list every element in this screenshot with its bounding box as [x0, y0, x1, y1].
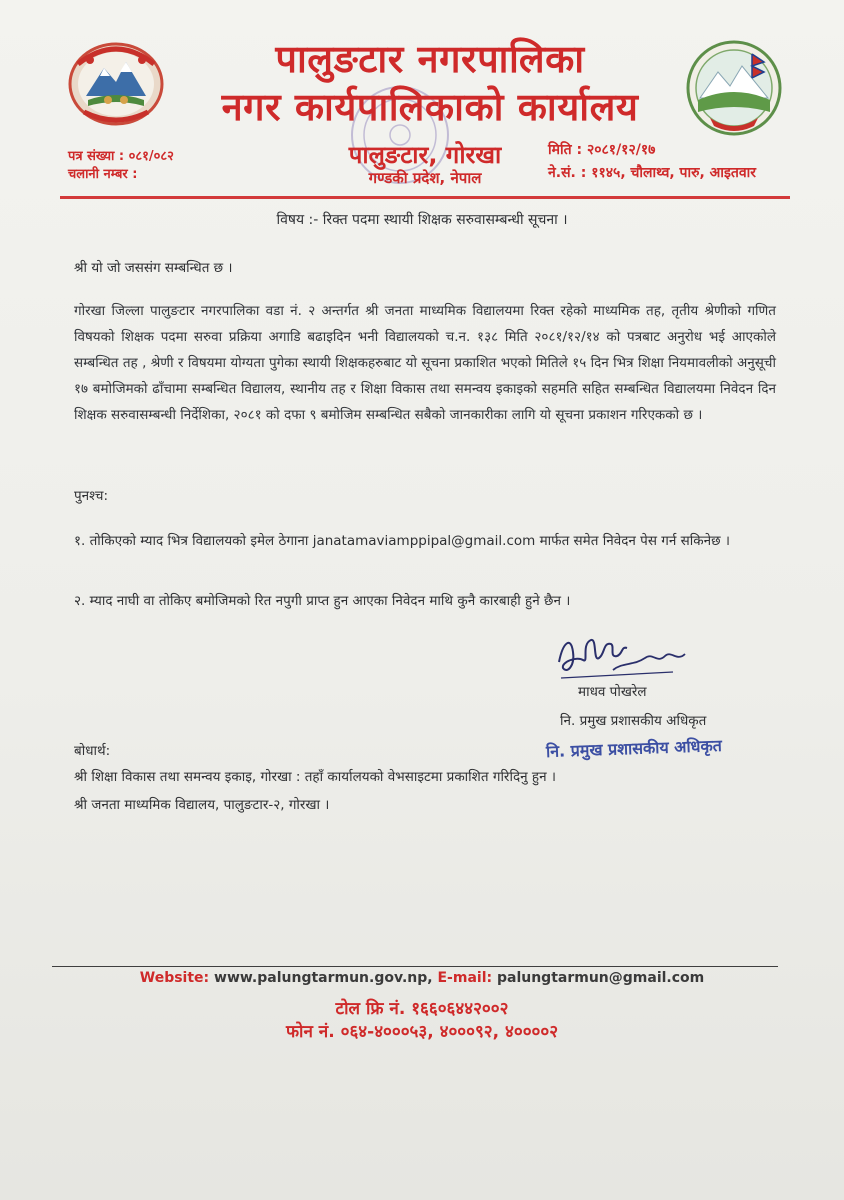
office-province: गण्डकी प्रदेश, नेपाल — [368, 169, 482, 187]
salutation: श्री यो जो जससंग सम्बन्धित छ । — [74, 260, 233, 276]
phone-numbers: फोन नं. ०६४-४०००५३, ४०००९२, ४००००२ — [285, 1022, 559, 1042]
signatory-title: नि. प्रमुख प्रशासकीय अधिकृत — [560, 713, 707, 729]
letter-date: मिति : २०८१/१२/१७ — [548, 142, 656, 158]
toll-free-number: टोल फ्रि नं. १६६०६४४२००२ — [335, 999, 509, 1019]
office-name: पालुङटार नगरपालिका — [275, 37, 585, 81]
dispatch-number: चलानी नम्बर : — [68, 167, 138, 182]
office-subtitle: नगर कार्यपालिकाको कार्यालय — [221, 85, 639, 129]
nepal-sambat-date: ने.सं. : ११४५, चौलाथ्व, पारु, आइतवार — [548, 165, 756, 181]
letter-number: पत्र संख्या : ०८१/०८२ — [68, 149, 174, 164]
signatory-stamp: नि. प्रमुख प्रशासकीय अधिकृत — [545, 735, 723, 762]
website-link[interactable]: www.palungtarmun.gov.np, — [214, 970, 433, 986]
header-divider — [60, 196, 790, 199]
postscript-label: पुनश्च: — [74, 488, 109, 504]
postscript-item-2: २. म्याद नाघी वा तोकिए बमोजिमको रित नपुगी प्राप्त हुन आएका निवेदन माथि कुनै कारबाही हुने छैन । — [74, 593, 571, 609]
signatory-name: माधव पोखरेल — [578, 684, 647, 700]
handwritten-signature — [553, 622, 693, 688]
email-label: E-mail: — [437, 970, 493, 986]
footer-contact — [0, 970, 844, 986]
footer-divider — [52, 966, 778, 967]
email-link[interactable]: palungtarmun@gmail.com — [496, 970, 705, 986]
website-label: Website: — [139, 970, 210, 986]
cc-label: बोधार्थ: — [74, 743, 111, 759]
cc-recipient-1: श्री शिक्षा विकास तथा समन्वय इकाइ, गोरखा : तहाँ कार्यालयको वेभसाइटमा प्रकाशित गरिदिनु हुन । — [74, 769, 556, 785]
office-location: पालुङटार, गोरखा — [348, 141, 502, 169]
cc-recipient-2: श्री जनता माध्यमिक विद्यालय, पालुङटार-२, गोरखा । — [74, 797, 330, 813]
letter-subject: विषय :- रिक्त पदमा स्थायी शिक्षक सरुवासम्बन्धी सूचना । — [276, 212, 568, 228]
postscript-item-1: १. तोकिएको म्याद भित्र विद्यालयको इमेल ठेगाना janatamaviamppipal@gmail.com मार्फत समेत निवेदन पेस गर्न सकिनेछ । — [74, 533, 731, 549]
main-paragraph: गोरखा जिल्ला पालुङटार नगरपालिका वडा नं. २ अन्तर्गत श्री जनता माध्यमिक विद्यालयमा रिक्त रहेको माध्यमिक तह, तृतीय श्रेणीको गणित विषयको शिक्षक पदमा सरुवा प्रक्रिया अगाडि बढाइदिन भनी विद्यालयको च.न. १३८ मिति २०८१/१२/१४ को पत्रबाट अनुरोध भई आएकोले सम्बन्धित तह , श्रेणी र विषयमा योग्यता पुगेका स्थायी शिक्षकहरुबाट यो सूचना प्रकाशित भएको मितिले १५ दिन भित्र शिक्षा नियमावलीको अनुसूची १७ बमोजिमको ढाँचामा सम्बन्धित विद्यालय, स्थानीय तह र शिक्षा विकास तथा समन्वय इकाइको सहमति सहित सम्बन्धित विद्यालयमा निवेदन दिन शिक्षक सरुवासम्बन्धी निर्देशिका, २०८१ को दफा ९ बमोजिम सम्बन्धित सबैको जानकारीका लागि यो सूचना प्रकाशन गरिएकको छ । — [74, 303, 776, 423]
